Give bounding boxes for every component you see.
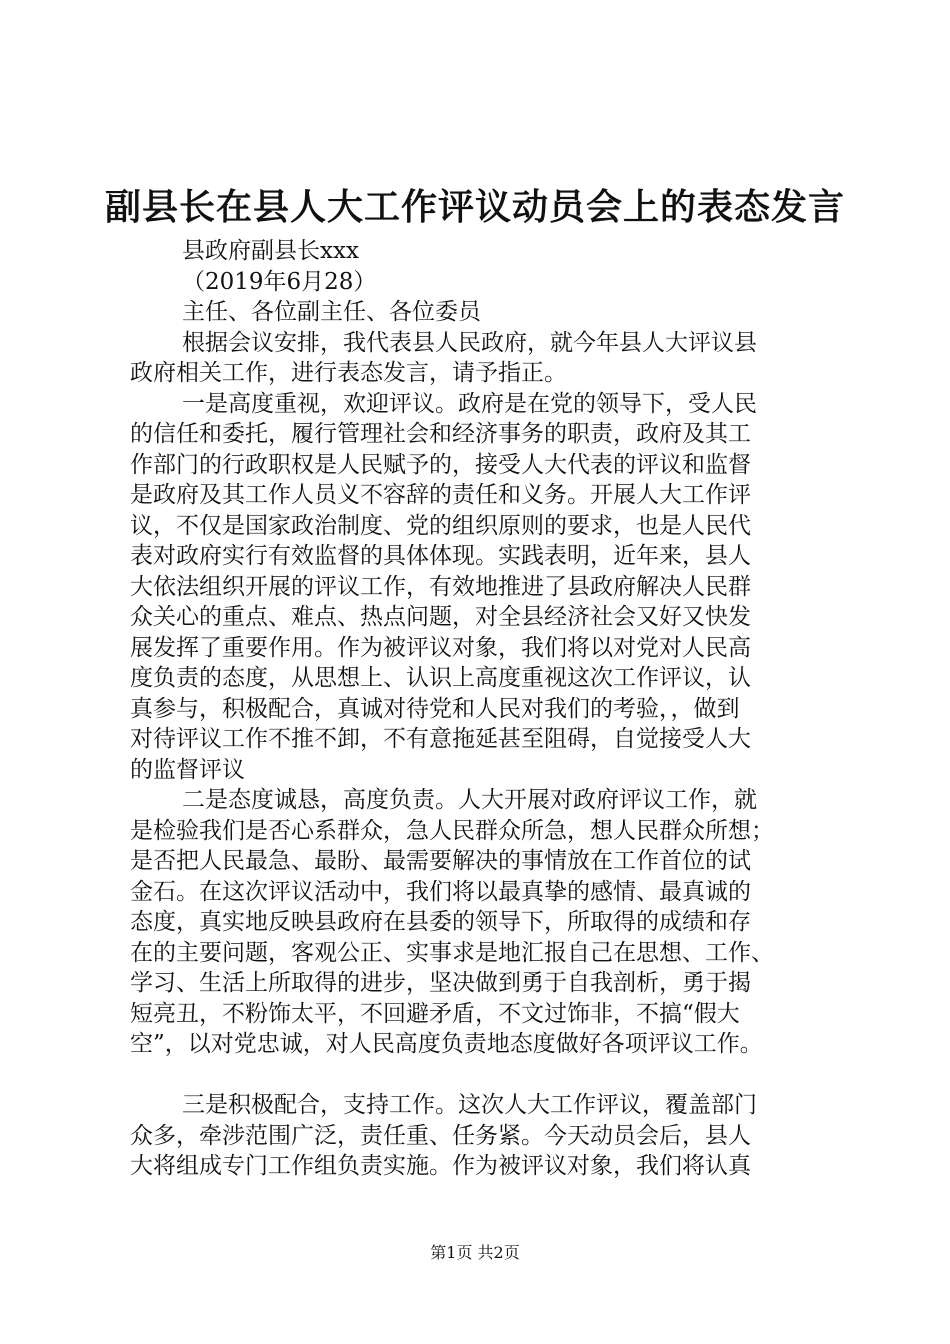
body-line: 的监督评议 [130,756,245,783]
document-title: 副县长在县人大工作评议动员会上的表态发言 [104,186,845,228]
body-line: 作部门的行政职权是人民赋予的，接受人大代表的评议和监督 [130,451,751,478]
body-line: 度负责的态度，从思想上、认识上高度重视这次工作评议，认 [130,665,751,691]
body-line: 态度，真实地反映县政府在县委的领导下，所取得的成绩和存 [130,909,751,935]
body-line: 二是态度诚恳，高度负责。人大开展对政府评议工作，就 [182,787,757,813]
body-line: 县政府副县长xxx [182,238,359,264]
body-line: 根据会议安排，我代表县人民政府，就今年县人大评议县 [182,329,757,356]
body-line: 展发挥了重要作用。作为被评议对象，我们将以对党对人民高 [130,634,751,661]
body-line: 是政府及其工作人员义不容辞的责任和义务。开展人大工作评 [130,482,751,508]
body-line: 真参与，积极配合，真诚对待党和人民对我们的考验，，做到 [130,695,740,722]
body-line: （2019年6月28） [182,268,377,295]
body-line: 学习、生活上所取得的进步，坚决做到勇于自我剖析，勇于揭 [130,970,751,996]
body-line: 短亮丑，不粉饰太平，不回避矛盾，不文过饰非，不搞“假大 [130,1000,740,1027]
document-body [130,236,830,1182]
body-line: 一是高度重视，欢迎评议。政府是在党的领导下，受人民 [182,390,757,417]
body-line: 的信任和委托，履行管理社会和经济事务的职责，政府及其工 [130,421,751,447]
body-line: 大将组成专门工作组负责实施。作为被评议对象，我们将认真 [130,1153,751,1179]
body-line: 政府相关工作，进行表态发言，请予指正。 [130,360,567,386]
body-line: 是否把人民最急、最盼、最需要解决的事情放在工作首位的试 [130,848,751,874]
body-line: 三是积极配合，支持工作。这次人大工作评议，覆盖部门 [182,1092,757,1118]
page-footer: 第1页 共2页 [430,1243,520,1262]
body-line: 议，不仅是国家政治制度、党的组织原则的要求，也是人民代 [130,512,751,539]
body-line: 众多，牵涉范围广泛，责任重、任务紧。今天动员会后，县人 [130,1122,751,1149]
body-line: 在的主要问题，客观公正、实事求是地汇报自己在思想、工作、 [130,939,774,966]
body-line: 大依法组织开展的评议工作，有效地推进了县政府解决人民群 [130,573,751,600]
body-line: 主任、各位副主任、各位委员 [182,299,481,325]
body-line: 空”，以对党忠诚，对人民高度负责地态度做好各项评议工作。 [130,1031,763,1057]
blank-line [130,1060,830,1091]
body-line: 表对政府实行有效监督的具体体现。实践表明，近年来，县人 [130,543,751,569]
body-line: 是检验我们是否心系群众，急人民群众所急，想人民群众所想； [130,817,774,844]
body-line: 金石。在这次评议活动中，我们将以最真挚的感情、最真诚的 [130,878,751,905]
body-line: 对待评议工作不推不卸，不有意拖延甚至阻碍，自觉接受人大 [130,726,751,752]
body-line: 众关心的重点、难点、热点问题，对全县经济社会又好又快发 [130,604,751,630]
